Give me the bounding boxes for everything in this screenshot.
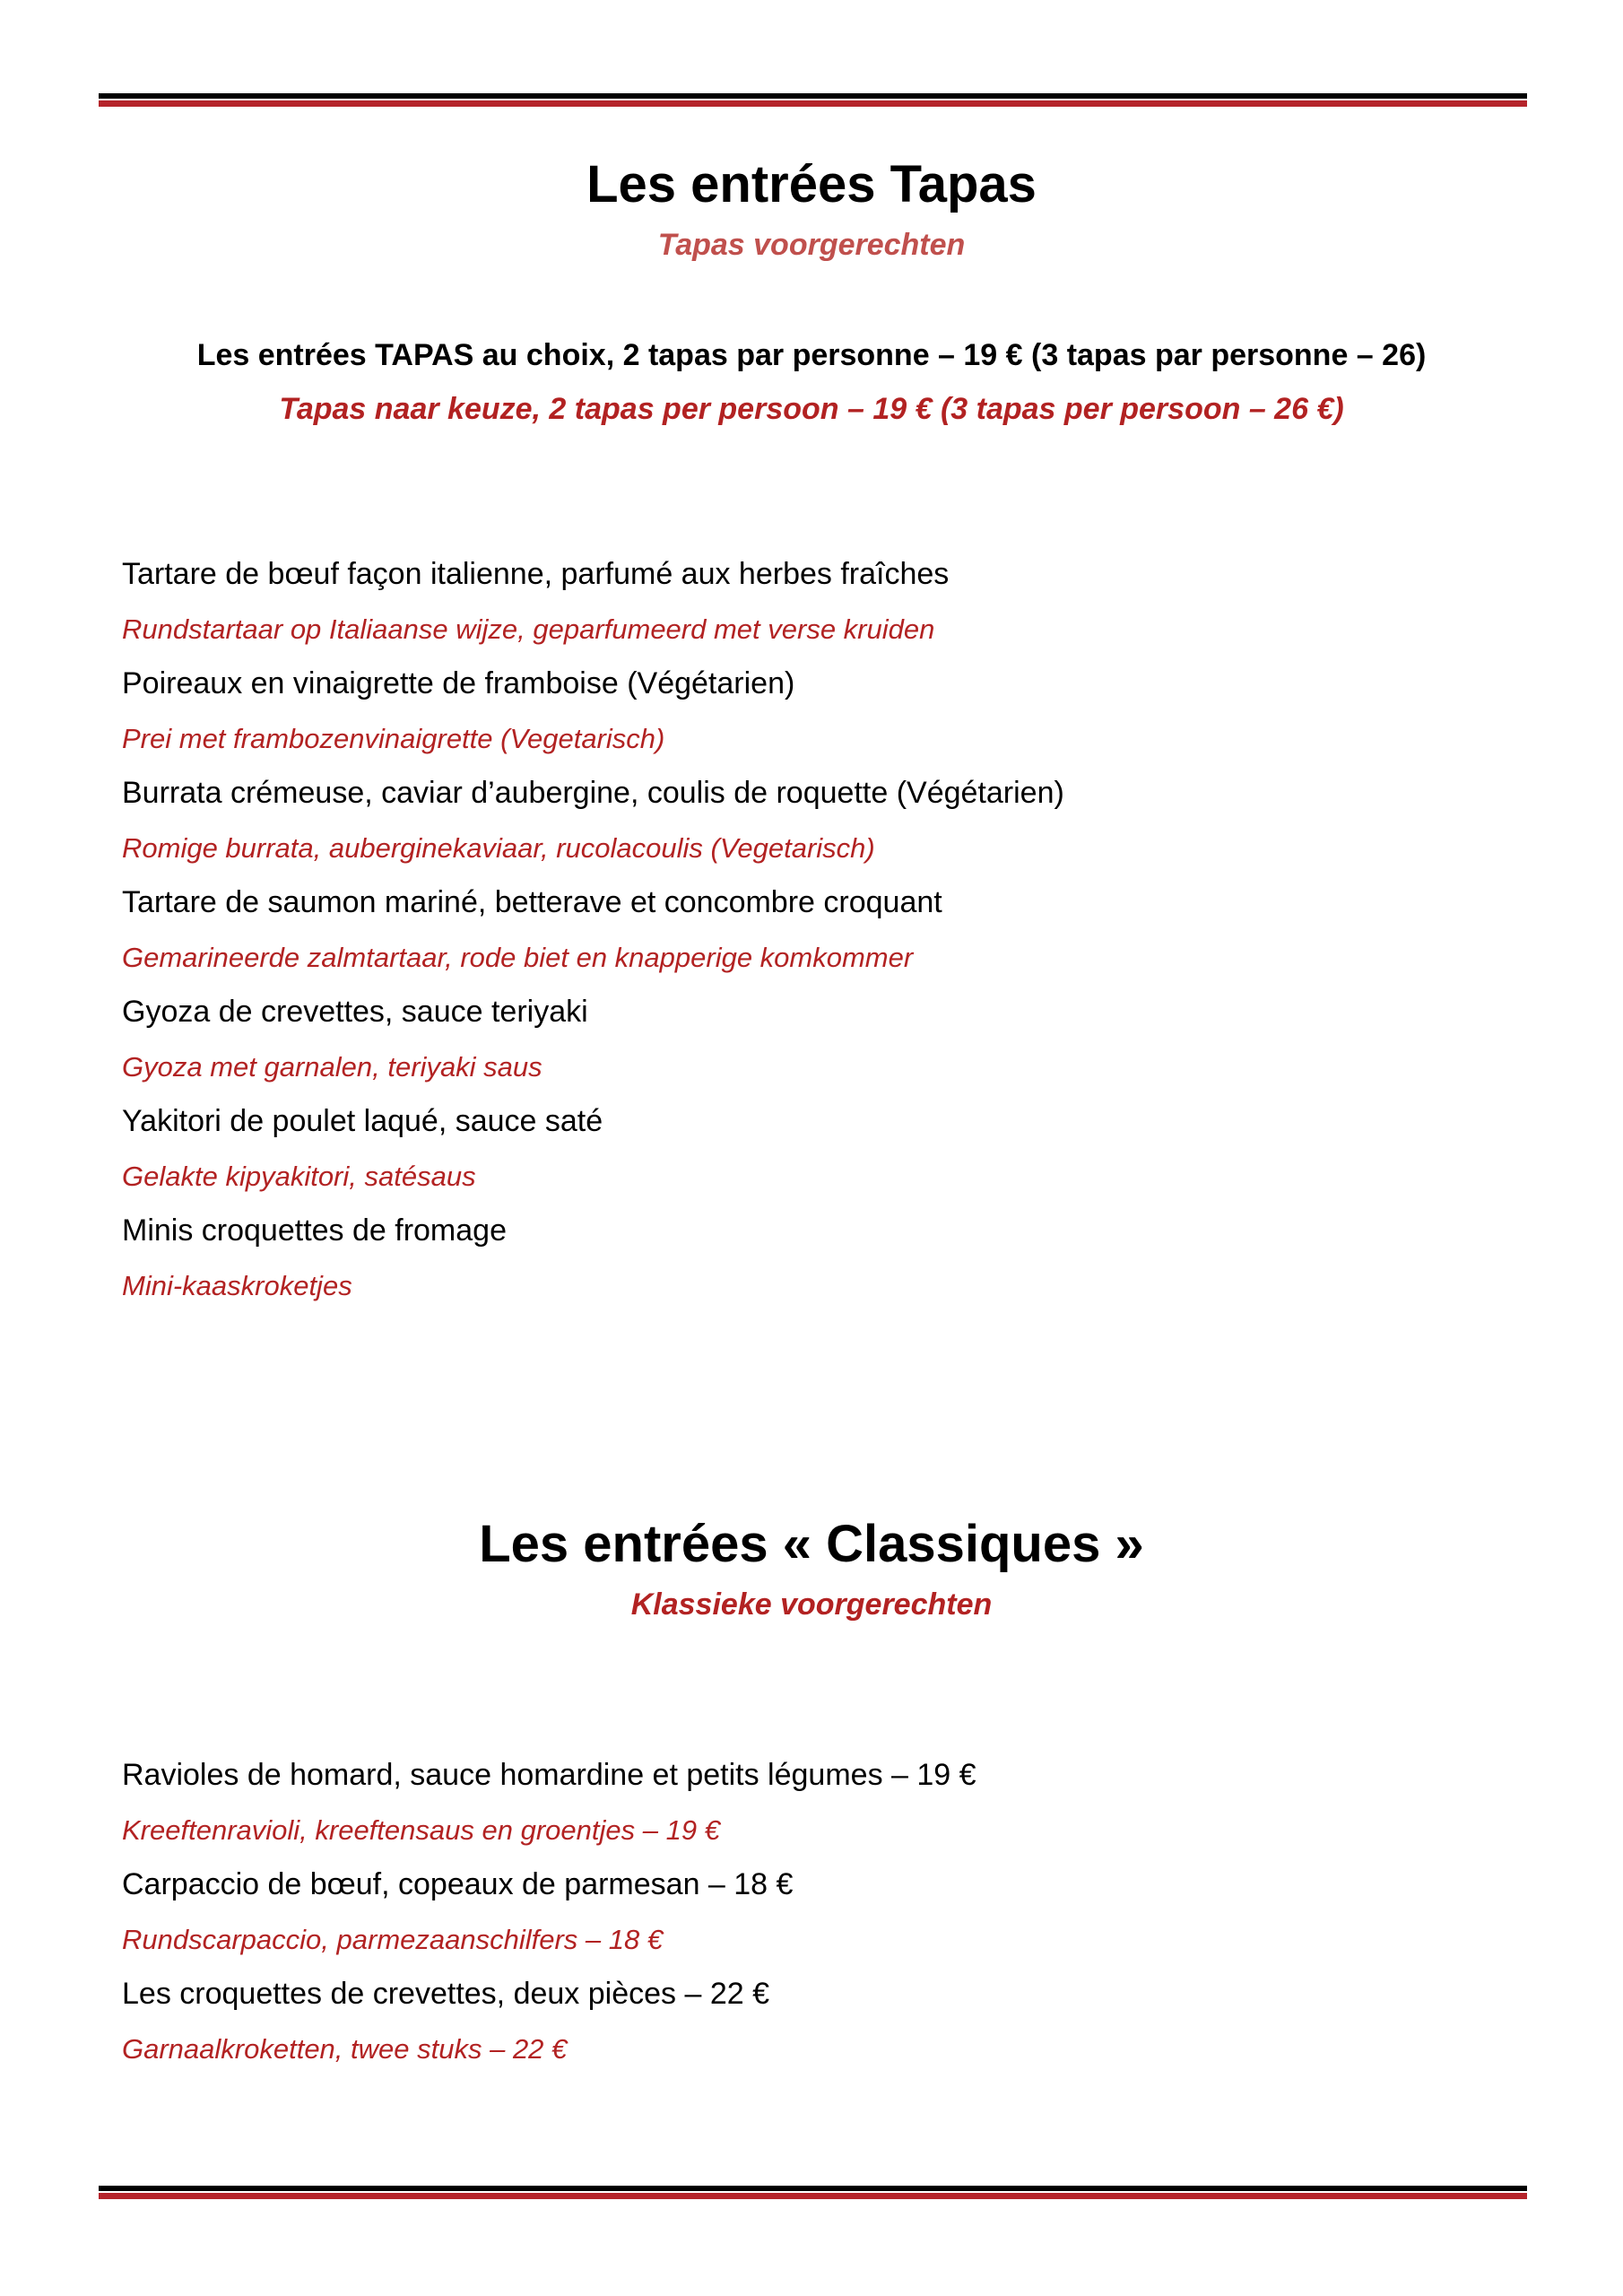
tapas-title: Les entrées Tapas xyxy=(586,155,1037,213)
classiques-menu-list xyxy=(122,1748,976,2076)
menu-item-fr: Les croquettes de crevettes, deux pièces – 22 € xyxy=(122,1977,770,2011)
tapas-subtitle: Tapas voorgerechten xyxy=(657,228,966,262)
menu-item-nl: Gemarineerde zalmtartaar, rode biet en knapperige komkommer xyxy=(122,942,914,973)
divider-red-line xyxy=(99,100,1527,107)
menu-item xyxy=(122,1094,1064,1204)
menu-item-fr: Gyoza de crevettes, sauce teriyaki xyxy=(122,995,588,1029)
menu-item-nl: Prei met frambozenvinaigrette (Vegetarisch) xyxy=(122,723,665,754)
menu-item xyxy=(122,1748,976,1857)
classiques-subtitle: Klassieke voorgerechten xyxy=(630,1587,993,1622)
menu-item-nl: Gyoza met garnalen, teriyaki saus xyxy=(122,1051,542,1083)
menu-item-nl: Romige burrata, auberginekaviaar, rucolacoulis (Vegetarisch) xyxy=(122,832,875,864)
menu-item-fr: Carpaccio de bœuf, copeaux de parmesan – 18 € xyxy=(122,1867,794,1901)
menu-item-fr: Poireaux en vinaigrette de framboise (Végétarien) xyxy=(122,666,795,700)
menu-item xyxy=(122,547,1064,657)
menu-item-fr: Burrata crémeuse, caviar d’aubergine, coulis de roquette (Végétarien) xyxy=(122,776,1064,810)
tapas-pricing-note-nl: Tapas naar keuze, 2 tapas per persoon – 19 € (3 tapas per persoon – 26 €) xyxy=(279,392,1344,426)
menu-item xyxy=(122,985,1064,1094)
divider-black-line xyxy=(99,2186,1527,2191)
menu-item-nl: Mini-kaaskroketjes xyxy=(122,1270,352,1301)
tapas-pricing-note-fr: Les entrées TAPAS au choix, 2 tapas par personne – 19 € (3 tapas par personne – 26) xyxy=(196,338,1427,372)
menu-item xyxy=(122,1204,1064,1313)
menu-item xyxy=(122,1857,976,1967)
menu-item-nl: Rundscarpaccio, parmezaanschilfers – 18 € xyxy=(122,1924,664,1955)
menu-item xyxy=(122,766,1064,875)
menu-item xyxy=(122,875,1064,985)
classiques-title: Les entrées « Classiques » xyxy=(479,1515,1144,1573)
menu-item-nl: Garnaalkroketten, twee stuks – 22 € xyxy=(122,2033,568,2065)
divider-black-line xyxy=(99,93,1527,99)
menu-item-fr: Tartare de saumon mariné, betterave et concombre croquant xyxy=(122,885,942,919)
bottom-divider xyxy=(99,2186,1527,2199)
menu-item-fr: Tartare de bœuf façon italienne, parfumé aux herbes fraîches xyxy=(122,557,950,591)
menu-item xyxy=(122,1967,976,2076)
menu-item-nl: Gelakte kipyakitori, satésaus xyxy=(122,1161,476,1192)
menu-item-fr: Minis croquettes de fromage xyxy=(122,1213,507,1248)
menu-item-nl: Rundstartaar op Italiaanse wijze, geparfumeerd met verse kruiden xyxy=(122,613,935,645)
menu-item-fr: Ravioles de homard, sauce homardine et petits légumes – 19 € xyxy=(122,1758,976,1792)
menu-item xyxy=(122,657,1064,766)
top-divider xyxy=(99,93,1527,107)
menu-item-nl: Kreeftenravioli, kreeftensaus en groentjes – 19 € xyxy=(122,1814,720,1846)
tapas-menu-list xyxy=(122,547,1064,1313)
menu-item-fr: Yakitori de poulet laqué, sauce saté xyxy=(122,1104,603,1138)
divider-red-line xyxy=(99,2193,1527,2199)
